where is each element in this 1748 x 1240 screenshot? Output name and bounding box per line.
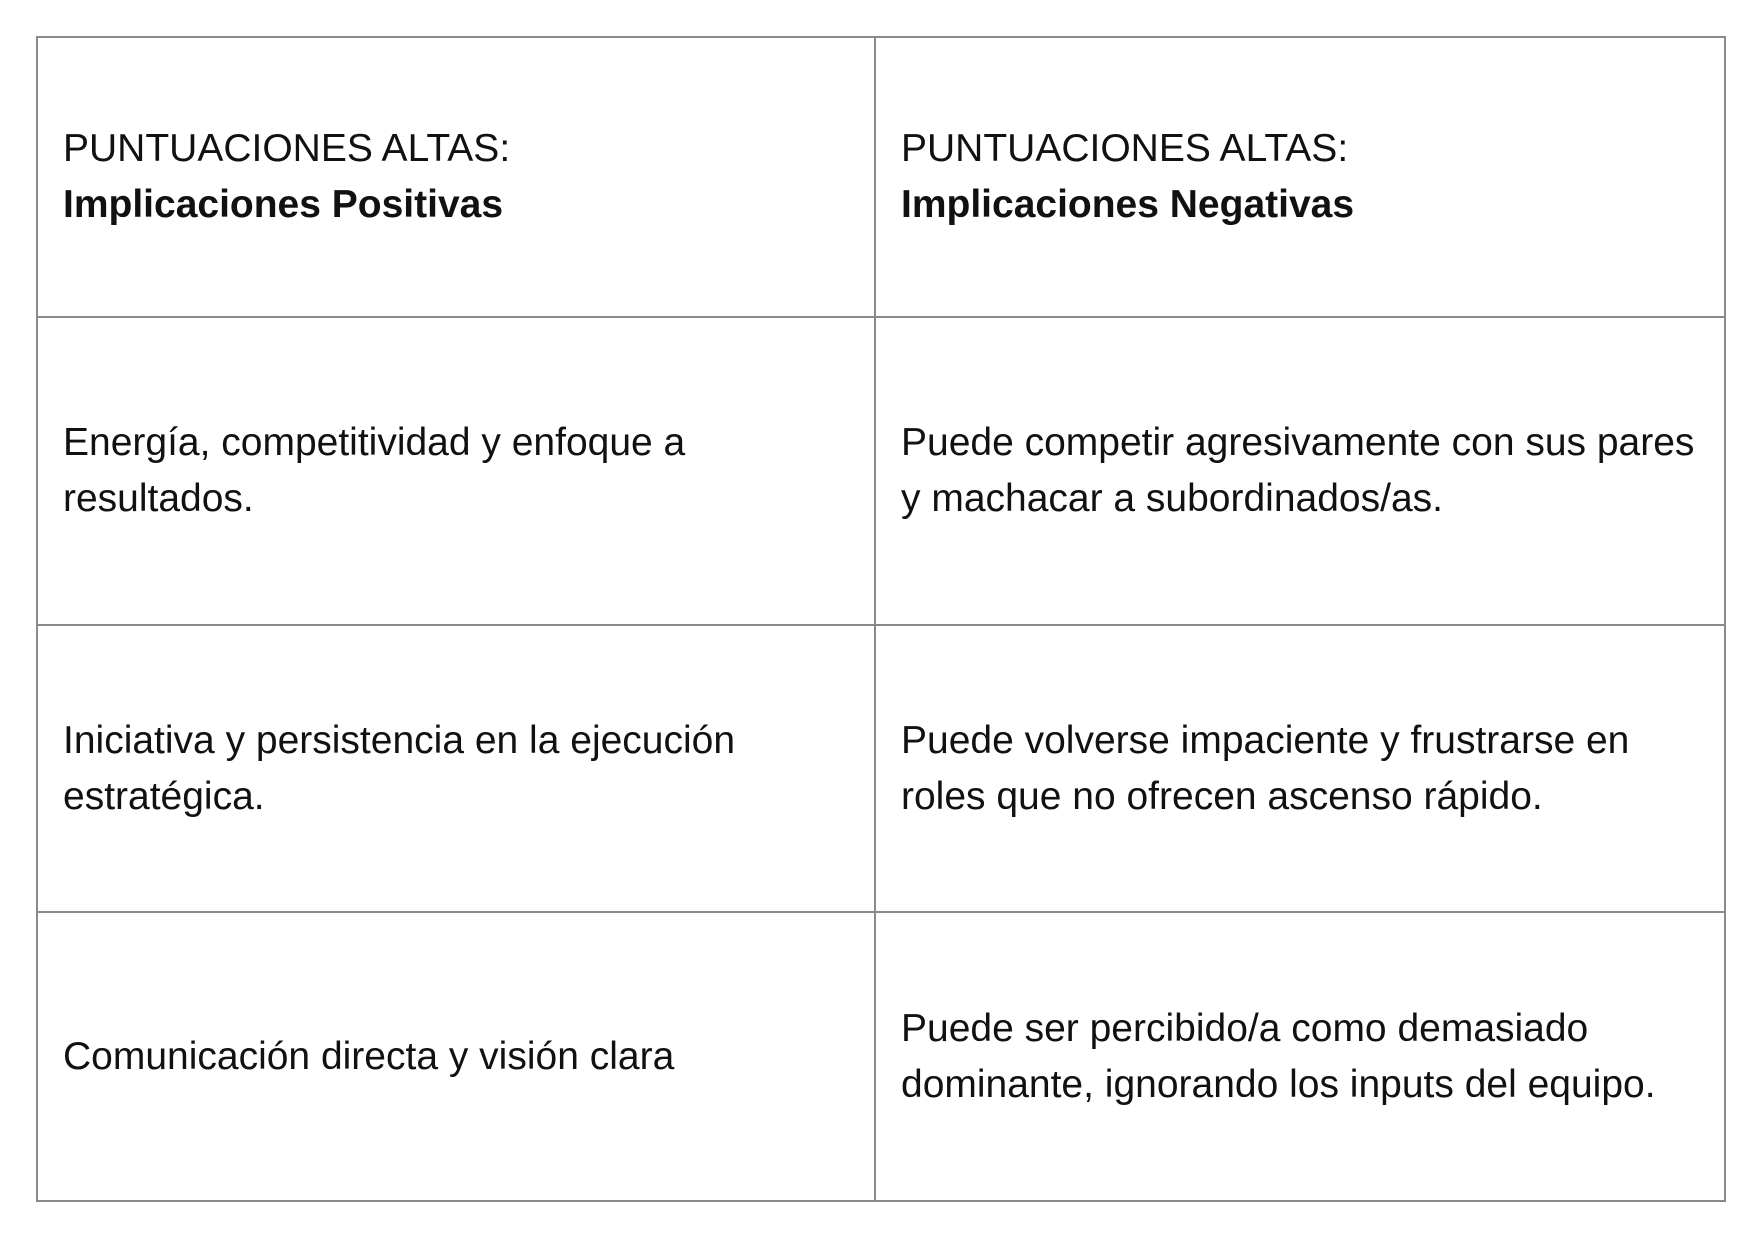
header-prefix-positive: PUNTUACIONES ALTAS: [63,127,511,170]
header-prefix-negative: PUNTUACIONES ALTAS: [901,127,1349,170]
header-cell-negative [875,37,1725,317]
table-row [37,317,1725,625]
negative-implication-cell: Puede volverse impaciente y frustrarse en roles que no ofrecen ascenso rápido. [875,625,1725,912]
positive-implication-cell: Comunicación directa y visión clara [37,912,875,1201]
positive-implication-cell: Iniciativa y persistencia en la ejecución estratégica. [37,625,875,912]
table-header-row [37,37,1725,317]
header-title-negative: Implicaciones Negativas [901,183,1355,226]
positive-implication-cell: Energía, competitividad y enfoque a resultados. [37,317,875,625]
header-cell-positive [37,37,875,317]
negative-implication-cell: Puede ser percibido/a como demasiado dominante, ignorando los inputs del equipo. [875,912,1725,1201]
table-row [37,625,1725,912]
implications-table [36,36,1726,1202]
negative-implication-cell: Puede competir agresivamente con sus pares y machacar a subordinados/as. [875,317,1725,625]
table-row [37,912,1725,1201]
header-title-positive: Implicaciones Positivas [63,183,504,226]
